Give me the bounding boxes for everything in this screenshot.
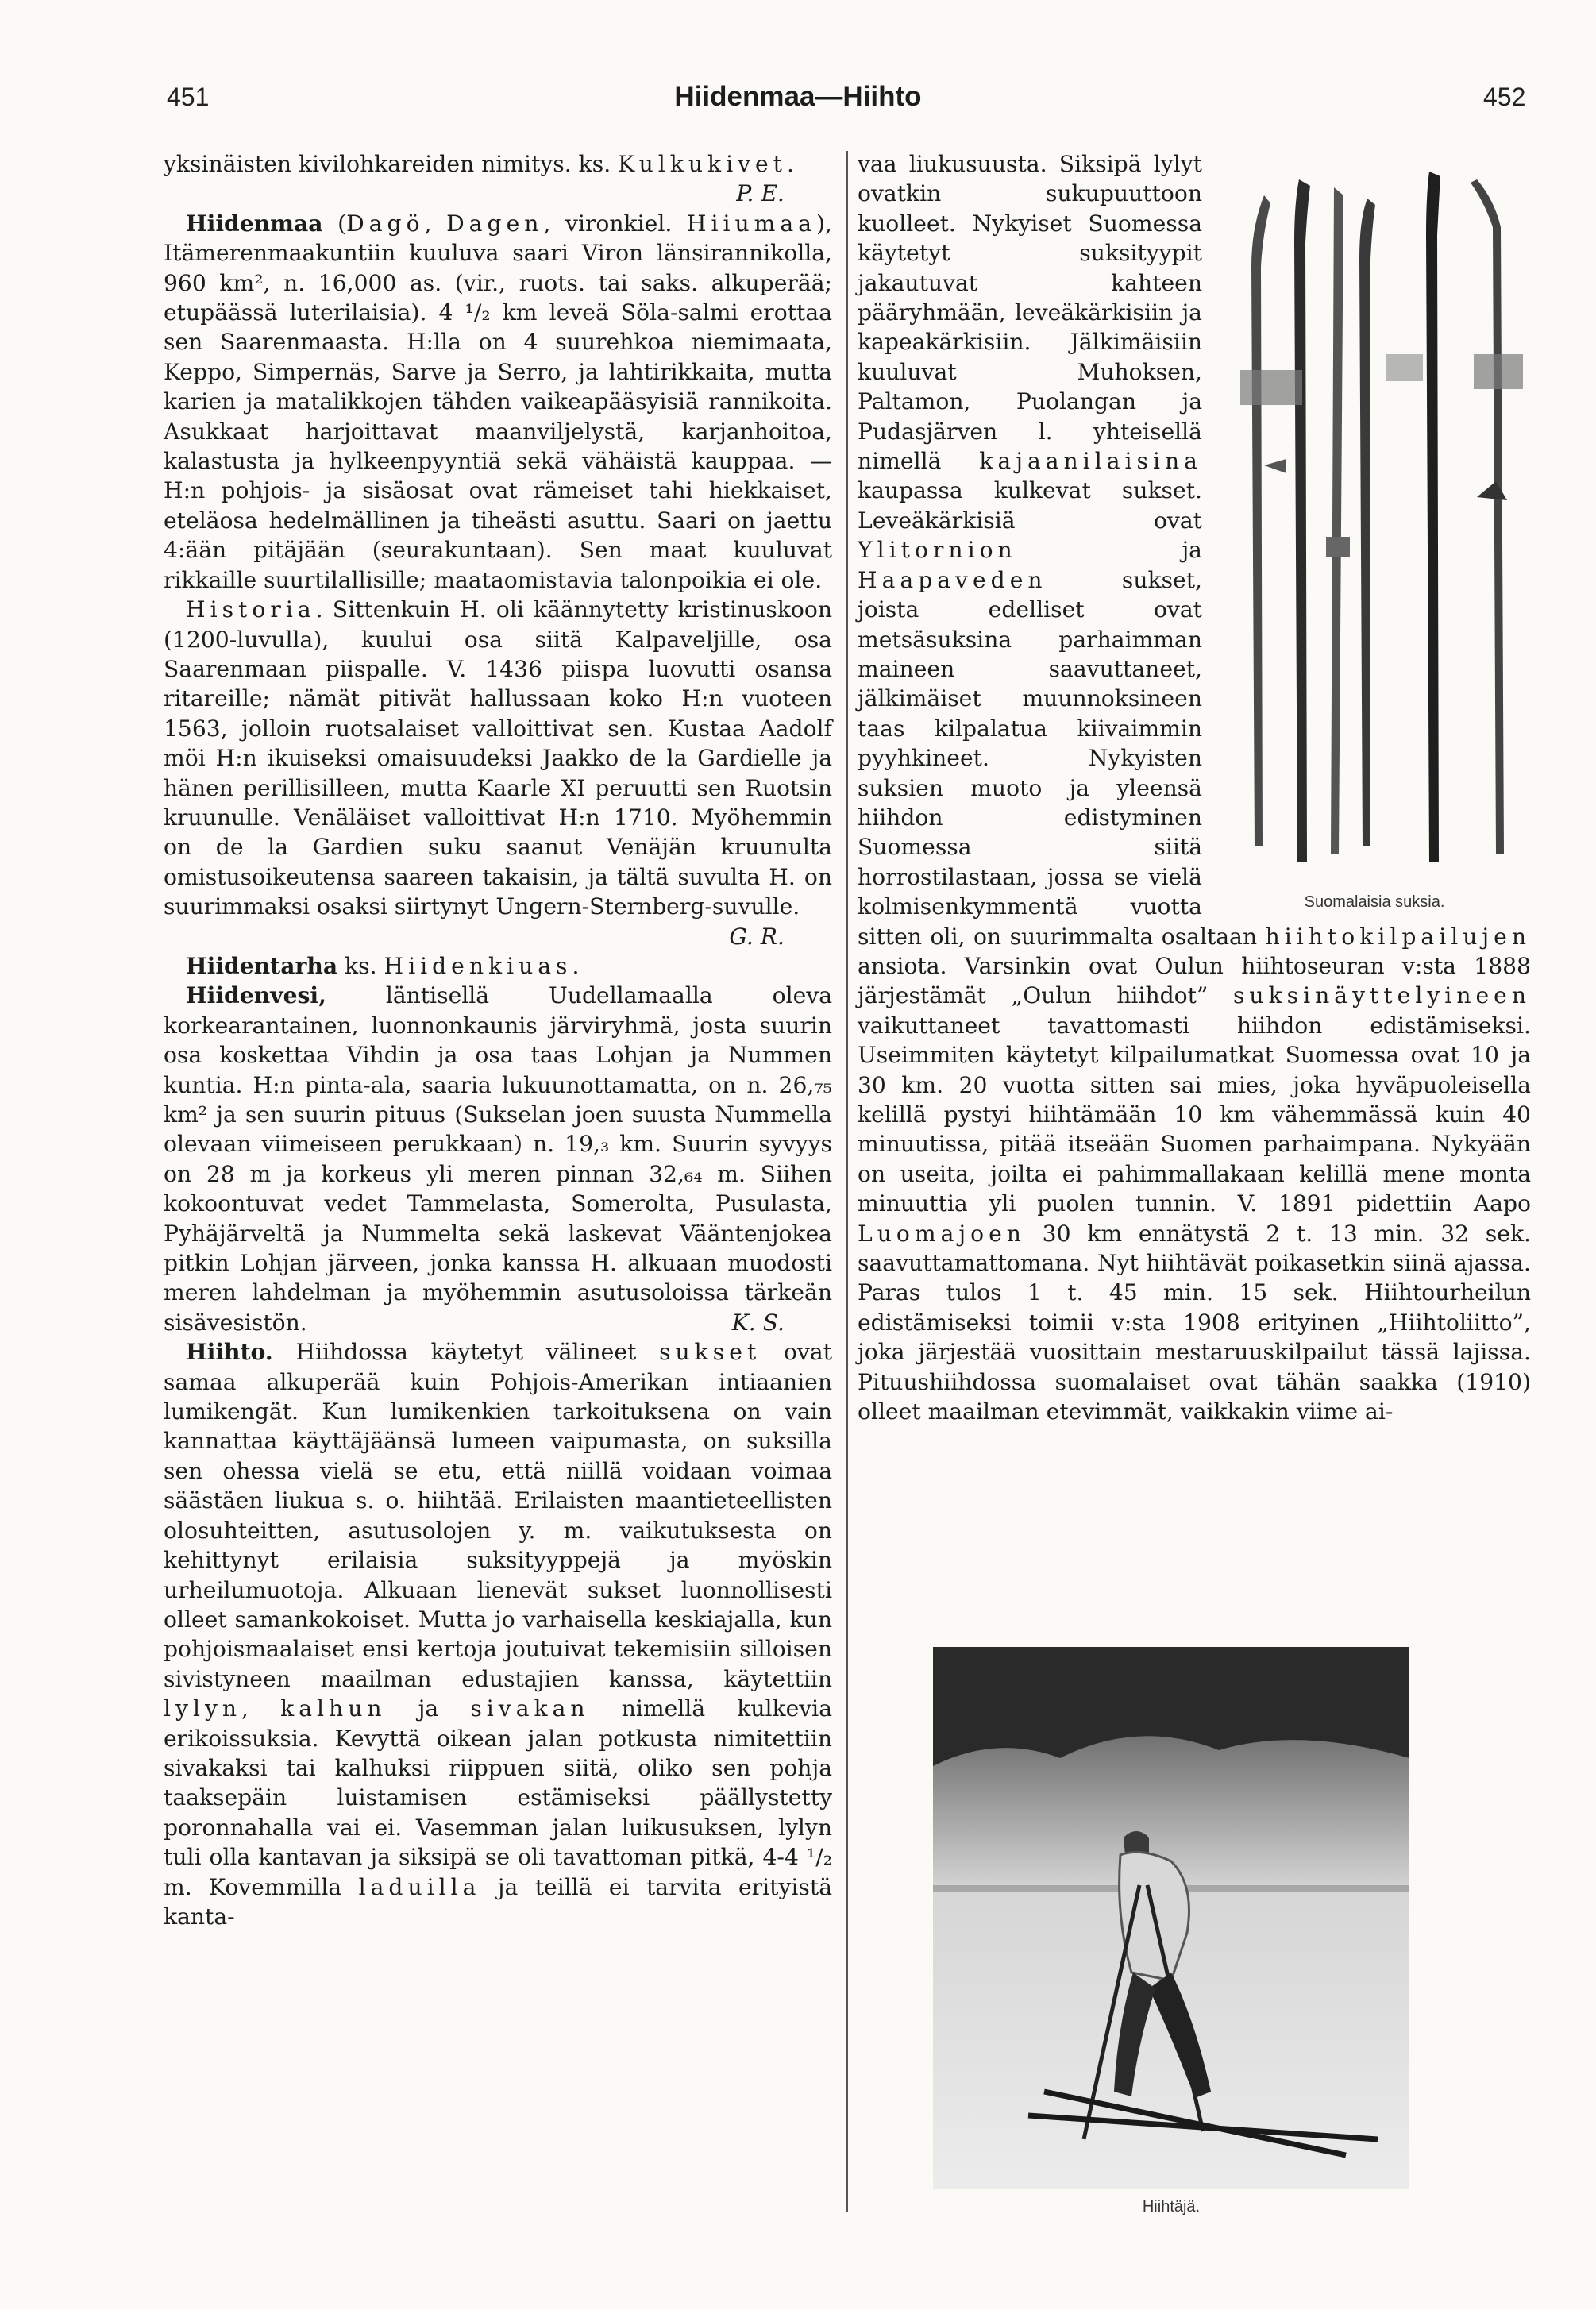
entry-hiihto: Hiihto. Hiihdossa käytetyt välineet sukset ovat samaa alkuperää kuin Pohjois-Amerikan intiaanien lumikengät. Kun lumikenkien tarkoituksena on vain kannattaa käyttäjäänsä lumeen vaipumasta, on suksilla sen ohessa vielä se etu, että niillä voidaan voimaa säästäen liukua s. o. hiihtää. Erilaisten maantieteellisten olosuhteitten, asutusolojen y. m. vaikutuksesta on kehittynyt erilaisia suksityyppejä ja myöskin urheilumuotoja. Alkuaan lienevät sukset luonnollisesti olleet samankokoiset. Mutta jo varhaisella keskiajalla, kun pohjoismaalaiset ensi kertoja joutuivat tekemisiin silloisen sivistyneen maailman edustajien kanssa, käytettiin lylyn, kalhun ja sivakan nimellä kulkevia erikoissuksia. Kevyttä oikean jalan potkusta nimitettiin sivakaksi tai kalhuksi riippuen siitä, oliko sen pohja taaksepäin luistamisen estämiseksi päällystetty poronnahalla vai ei. Vasemman jalan luikusuksen, lylyn tuli olla kantavan ja siksipä se oli tavattoman pitkä, 4-4 ¹/₂ m. Kovemmilla laduilla ja teillä ei tarvita erityistä kanta- — [164, 1339, 833, 1930]
left-column — [164, 149, 832, 1931]
skier-caption: Hiihtäjä. — [1142, 2198, 1201, 2216]
page-header — [0, 83, 1596, 122]
figure-finnish-skis — [1218, 164, 1531, 911]
entry-hiidenmaa-history: Historia. Sittenkuin H. oli käännytetty kristinuskoon (1200-luvulla), kuului osa siitä Kalpaveljille, osa Saarenmaan piispalle. V. 1436 piispa luovutti osansa ritareille; nämät pitivät hallussaan koko H:n vuoteen 1563, jolloin ruotsalaiset valloittivat sen. Kustaa Aadolf möi H:n ikuiseksi omaisuudeksi Jaakko de la Gardielle ja hänen perillisilleen, mutta Kaarle XI peruutti sen Ruotsin kruunulle. Venäläiset valloittivat H:n 1710. Myöhemmin on de la Gardien suku saanut Venäjän kruunulta omistusoikeutensa saareen takaisin, ja tältä suvulta H. on suurimmaksi osaksi siirtynyt Ungern-Sternberg-suvulle. G. R. — [164, 596, 832, 950]
skis-caption: Suomalaisia suksia. — [1304, 893, 1445, 911]
column-divider — [846, 151, 848, 2212]
entry-title: Hiidentarha — [186, 952, 338, 979]
skis-illustration — [1218, 164, 1531, 878]
entry-title: Hiidenvesi, — [186, 982, 326, 1009]
entry-continuation: yksinäisten kivilohkareiden nimitys. ks. Kulkukivet. P. E. — [164, 151, 794, 207]
skier-image — [933, 1647, 1409, 2189]
entry-title: Hiihto. — [186, 1339, 273, 1366]
entry-hiihto-continued: vaa liukusuusta. Siksipä lylyt ovatkin sukupuuttoon kuolleet. Nykyiset Suomessa käytetyt suksityypit jakautuvat kahteen pääryhmään, leveäkärkisiin ja kapeakärkisiin. Jälkimäisiin kuuluvat Muhoksen, Paltamon, Puolangan ja Pudasjärven l. yhteisellä nimellä kajaanilaisina kaupassa kulkevat sukset. Leveäkärkisiä ovat Ylitornion ja Haapaveden sukset, joista edelliset ovat metsäsuksina parhaimman maineen saavuttaneet, jälkimäiset muunnoksineen taas kilpalatua kiivaimmin pyyhkineet. Nykyisten suksien muoto ja yleensä hiihdon edistyminen Suomessa siitä horrostilastaan, jossa se vielä kolmisenkymmentä vuotta sitten oli, on suurimmalta osaltaan hiihtokilpailujen ansiota. Varsinkin ovat Oulun hiihtoseuran v:sta 1888 järjestämät „Oulun hiihdot” suksinäyttelyineen vaikuttaneet tavattomasti hiihdon edistämiseksi. Useimmiten käytetyt kilpailumatkat Suomessa ovat 10 ja 30 km. 20 vuotta sitten sai mies, joka hyväpuoleisella kelillä pystyi hiihtämään 10 km vähemmässä kuin 40 minuutissa, pitää itseään Suomen parhaimpana. Nykyään on useita, joilta ei pahimmallakaan kelillä mene monta minuuttia yli puolen tunnin. V. 1891 pidettiin Aapo Luomajoen 30 km ennätystä 2 t. 13 min. 32 sek. saavuttamattomana. Nyt hiihtävät poikasetkin siinä ajassa. Paras tulos 1 t. 45 min. 15 sek. Hiihtourheilun edistämiseksi toimii v:sta 1908 erityinen „Hiihtoliitto”, joka järjestää vuosittain mestaruuskilpailut tässä lajissa. Pituushiihdossa suomalaiset ovat tähän saakka (1910) olleet maailman etevimmät, vaikkakin viime ai- — [858, 151, 1531, 1425]
entry-hiidentarha: Hiidentarha ks. Hiidenkiuas. — [186, 952, 580, 979]
running-title: Hiidenmaa—Hiihto — [674, 81, 922, 112]
entry-hiidenvesi: Hiidenvesi, läntisellä Uudellamaalla oleva korkearantainen, luonnonkaunis järviryhmä, josta suurin osa koskettaa Vihdin ja osa taas Lohjan ja Nummen kuntia. H:n pinta-ala, saaria lukuunottamatta, on n. 26,₇₅ km² ja sen suurin pituus (Sukselan joen suusta Nummella olevaan viimeiseen perukkaan) n. 19,₃ km. Suurin syvyys on 28 m ja korkeus yli meren pinnan 32,₆₄ m. Siihen kokoontuvat vedet Tammelasta, Somerolta, Pusulasta, Pyhäjärveltä ja Nummelta sekä laskevat Vääntenjokea pitkin Lohjan järveen, jonka kanssa H. alkuaan muodosti meren lahdelman ja myöhemmin asutusoloissa tärkeän sisävesistön. K. S. — [164, 982, 832, 1336]
entry-title: Hiidenmaa — [186, 210, 323, 237]
skier-photograph — [933, 1647, 1409, 2189]
left-page-number: 451 — [167, 83, 210, 111]
entry-hiidenmaa: Hiidenmaa (Dagö, Dagen, vironkiel. Hiiumaa), Itämerenmaakuntiin kuuluva saari Viron länsirannikolla, 960 km², n. 16,000 as. (vir., ruots. tai saks. alkuperää; etupäässä luterilaisia). 4 ¹/₂ km leveä Söla-salmi erottaa sen Saarenmaasta. H:lla on 4 suurehkoa niemimaata, Keppo, Simpernäs, Sarve ja Serro, ja lahtirikkaita, mutta karien ja matalikkojen tähden vaikeapääsyisiä rannikoita. Asukkaat harjoittavat maanviljelystä, karjanhoitoa, kalastusta ja hylkeenpyyntiä sekä vähäistä kauppaa. — H:n pohjois- ja sisäosat ovat rämeiset tahi hiekkaiset, eteläosa hedelmällinen ja tiheästi asuttu. Saari on jaettu 4:ään pitäjään (seurakuntaan). Sen maat kuuluvat rikkaille suurtilallisille; maataomistavia talonpoikia ei ole. — [164, 210, 832, 593]
right-column — [858, 149, 1531, 1426]
right-page-number: 452 — [1483, 83, 1526, 111]
